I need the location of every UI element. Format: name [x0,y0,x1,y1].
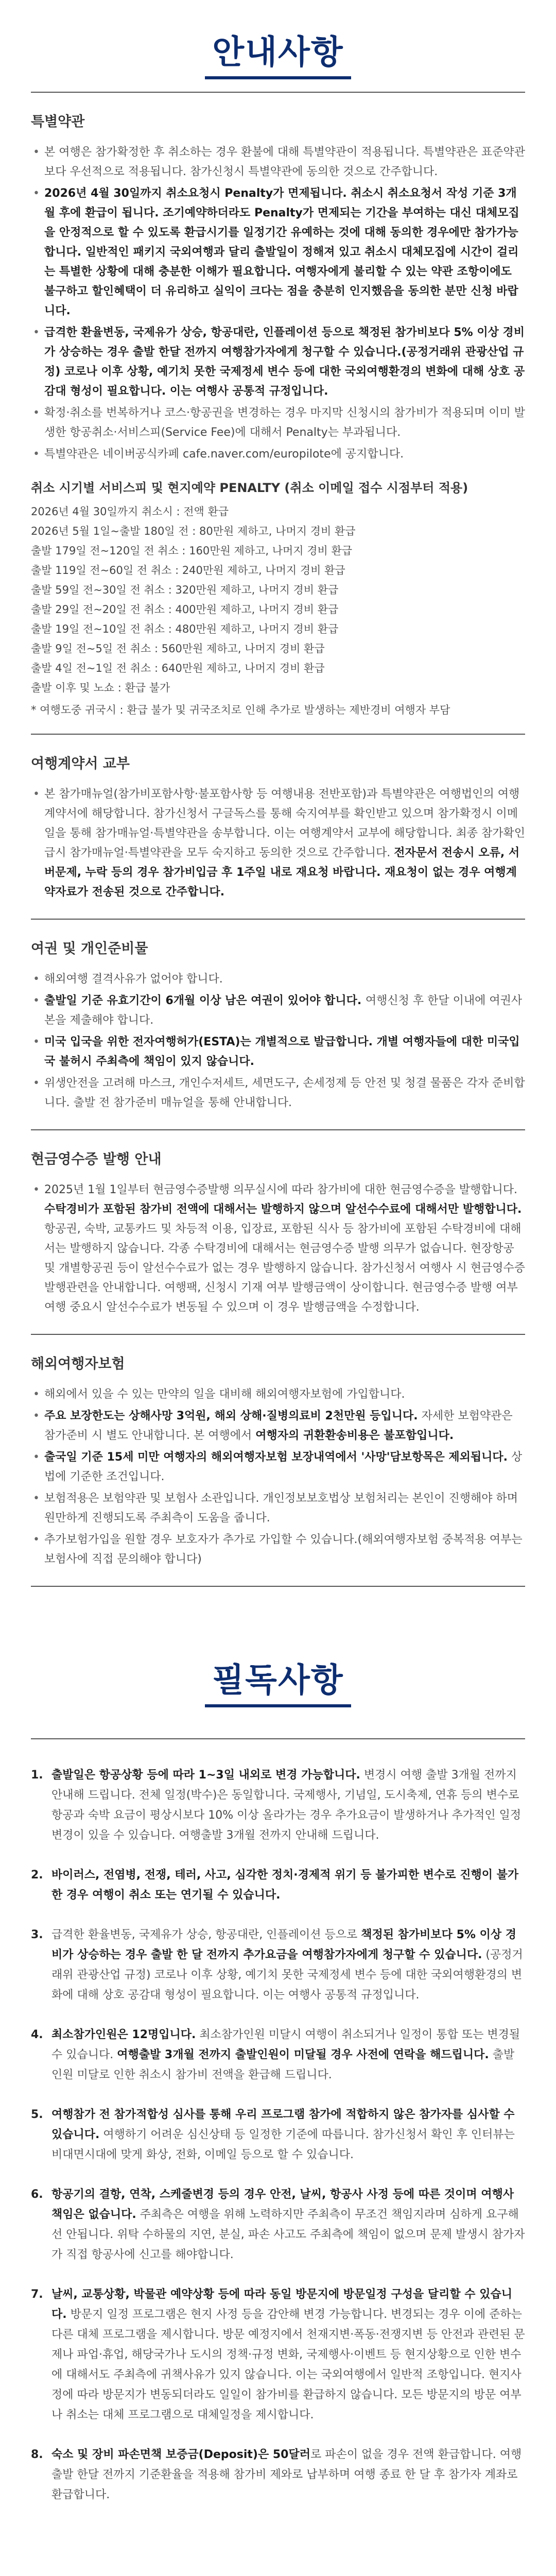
emphasis-text: 여행자의 귀환환송비용은 불포함입니다. [255,1429,454,1442]
list-item [31,991,525,1030]
emphasis-text: 책정된 참가비보다 5% 이상 경비가 상승하는 경우 출발 한 달 전까지 추가요금을 여행참가자에게 청구할 수 있습니다. [51,1928,516,1961]
notice-number: 4. [31,2028,43,2041]
cancel-row: 출발 119일 전~60일 전 취소 : 240만원 제하고, 나머지 경비 환급 [31,564,345,577]
body-text: 해외에서 있을 수 있는 만약의 일을 대비해 해외여행자보험에 가입합니다. [44,1388,405,1401]
section-special-terms [31,92,525,734]
section-contract [31,734,525,919]
body-text: 변경시 여행 출발 3개월 전까지 안내해 드립니다. 전체 일정(박수)은 동일합니다. 국제행사, 기념일, 도시축제, 연휴 등의 변수로 항공과 숙박 요금이 평상시보다 10% 이상 올라가는 경우 추가요금이 발생하거나 추가적인 일정변경이 있을 수 있습니다. 여행출발 3개월 전까지 안내해 드립니다. [51,1769,522,1842]
list-item [31,970,525,989]
section-travel-insurance [31,1334,525,1586]
cancel-row: 출발 59일 전~30일 전 취소 : 320만원 제하고, 나머지 경비 환급 [31,584,339,596]
list-item [31,184,525,321]
body-text: 위생안전을 고려해 마스크, 개인수저세트, 세면도구, 손세정제 등 안전 및 청결 물품은 각자 준비합니다. 출발 전 참가준비 매뉴얼을 통해 안내합니다. [44,1077,525,1109]
bullet-list [31,970,525,1113]
notice-text [51,1865,525,1905]
body-text: 본 여행은 참가확정한 후 취소하는 경우 환불에 대해 특별약관이 적용됩니다. 특별약관은 표준약관보다 우선적으로 적용됩니다. 참가신청시 특별약관에 동의한 것으로 간주합니다. [44,146,526,178]
cancel-rows [31,502,525,698]
notice-number: 5. [31,2108,43,2121]
emphasis-text: 미국 입국을 위한 전자여행허가(ESTA)는 개별적으로 발급합니다. 개별 여행자들에 대한 미국입국 불허시 주최측에 책임이 있지 않습니다. [44,1036,520,1068]
body-text: 본 참가매뉴얼(참가비포함사항·불포함사항 등 여행내용 전반포함)과 특별약관은 여행법인의 여행계약서에 해당합니다. 참가신청서 구글독스를 통해 숙지여부를 확인받고 있으며 참가확정시 이메일을 통해 참가매뉴얼·특별약관을 송부합니다. 이는 여행계약서 교부에 해당합니다. 최종 참가확인급시 참가매뉴얼·특별약관을 모두 숙지하고 동의한 것으로 간주합니다. [44,788,526,859]
body-text: 항공권, 숙박, 교통카드 및 차등적 이용, 입장료, 포함된 식사 등 참가비에 포함된 수탁경비에 대해서는 발행하지 않습니다. 각종 수탁경비에 대해서는 현금영수증 발행 의무가 없습니다. 현장항공 및 개별항공권 등이 알선수수료가 없는 경우 발행하지 않습니다. 참가신청서 여행사 시 현금영수증 발행관련을 안내합니다. 여행팩, 신청시 기재 여부 발행금액이 상이합니다. 현금영수증 발행 여부 여행 중요시 알선수수료가 변동될 수 있으며 이 경우 발행금액을 수정합니다. [44,1223,526,1314]
body-text: 보험적용은 보험약관 및 보험사 소관입니다. 개인정보보호법상 보험처리는 본인이 진행해야 하며 원만하게 진행되도록 주최측이 도움을 줍니다. [44,1492,518,1524]
body-text: 상법에 기준한 조건입니다. [44,1451,523,1483]
notice-item [31,2284,525,2425]
notice-text [51,2284,525,2425]
list-item [31,1074,525,1113]
emphasis-text: 2026년 4월 30일까지 취소요청시 Penalty가 면제됩니다. 취소시 취소요청서 작성 기준 3개월 후에 환급이 됩니다. 조기예약하더라도 Penalty가 면제되는 기간을 부여하는 대신 대체모집을 안정적으로 할 수 있도록 환급시기를 일정기간 유예하는 것에 대해 동의한 경우에만 참가가능합니다. 일반적인 패키지 국외여행과 달리 출발일이 정해져 있고 취소시 대체모집에 시간이 걸리는 특별한 상황에 대해 충분한 이해가 필요합니다. 여행자에게 불리할 수 있는 약관 조항이에도 불구하고 할인혜택이 더 유리하고 실익이 크다는 점을 충분히 인지했음을 동의한 분만 신청 바랍니다. [44,187,519,317]
notice-text [51,2025,525,2085]
section-title: 여권 및 개인준비물 [31,941,148,957]
cancel-row: 출발 이후 및 노쇼 : 환급 불가 [31,682,170,694]
notice-item [31,1865,525,1905]
cancel-row: 출발 19일 전~10일 전 취소 : 480만원 제하고, 나머지 경비 환급 [31,623,339,635]
notice-number: 6. [31,2188,43,2201]
list-item [31,323,525,401]
notice-text [51,2184,525,2265]
cancel-row: 출발 9일 전~5일 전 취소 : 560만원 제하고, 나머지 경비 환급 [31,642,325,655]
emphasis-text: 출발일 기준 유효기간이 6개월 이상 남은 여권이 있어야 합니다. [44,994,366,1007]
section-title: 여행계약서 교부 [31,756,130,772]
notice-number: 3. [31,1928,43,1941]
bullet-list [31,1180,525,1317]
cancel-row: 출발 4일 전~1일 전 취소 : 640만원 제하고, 나머지 경비 환급 [31,662,325,674]
emphasis-text: 주요 보장한도는 상해사망 3억원, 해외 상해·질병의료비 2천만원 등입니다. [44,1410,418,1422]
page-title: 안내사항 [205,26,351,79]
body-text: 특별약관은 네이버공식카페 cafe.naver.com/europilote에 공지합니다. [44,448,404,461]
notice-text [51,1765,525,1845]
title-wrap [0,26,556,79]
list-item [31,785,525,902]
section-title: 현금영수증 발행 안내 [31,1151,162,1167]
cancel-row: 출발 29일 전~20일 전 취소 : 400만원 제하고, 나머지 경비 환급 [31,603,339,616]
body-text: 2025년 1월 1일부터 현금영수증발행 의무실시에 따라 참가비에 대한 현금영수증을 발행합니다. [44,1183,517,1196]
emphasis-text: 날씨, 교통상황, 박물관 예약상황 등에 따라 동일 방문지에 방문일정 구성을 달리할 수 있습니다. [51,2288,512,2321]
list-item [31,1180,525,1317]
emphasis-text: 여행출발 3개월 전까지 출발인원이 미달될 경우 사전에 연락을 해드립니다. [117,2048,489,2061]
body-text: 확정·취소를 번복하거나 코스·항공권을 변경하는 경우 마지막 신청시의 참가비가 적용되며 이미 발생한 항공취소·서비스피(Service Fee)에 대해서 Penalty는 부과됩니다. [44,406,526,439]
list-item [31,1530,525,1569]
notice-item [31,2105,525,2165]
body-text: 급격한 환율변동, 국제유가 상승, 항공대란, 인플레이션 등으로 [51,1928,361,1941]
bullet-list [31,785,525,902]
emphasis-text: 출국일 기준 15세 미만 여행자의 해외여행자보험 보장내역에서 '사망'담보항목은 제외됩니다. [44,1451,508,1464]
cancel-title: 취소 시기별 서비스피 및 현지예약 PENALTY (취소 이메일 접수 시점부터 적용) [31,481,468,495]
list-item [31,1406,525,1446]
notice-text [51,2445,525,2505]
body-text: 로 파손이 없을 경우 전액 환급합니다. 여행 출발 한달 전까지 기준환율을 적용해 참가비 제와로 납부하며 여행 종료 한 달 후 참가자 계좌로 환급합니다. [51,2448,522,2501]
body-text: (공정거래위 관광산업 규정) 코로나 이후 상황, 예기치 못한 국제정세 변수 등에 대한 국외여행환경의 변화에 대해 상호 공감대 형성이 필요합니다. 이는 여행사 공통적 규정입니다. [51,1948,523,2002]
list-item [31,403,525,443]
must-read-title: 필독사항 [205,1654,351,1707]
emphasis-text: 최소참가인원은 12명입니다. [51,2028,196,2041]
body-text: 최소참가인원 미달시 여행이 취소되거나 일정이 통합 또는 변경될 수 있습니다. [51,2028,520,2061]
section-title: 특별약관 [31,114,85,130]
section-title: 해외여행자보험 [31,1356,125,1372]
notice-number: 2. [31,1869,43,1882]
cancel-row: 2026년 5월 1일~출발 180일 전 : 80만원 제하고, 나머지 경비 환급 [31,525,356,537]
emphasis-text: 수탁경비가 포함된 참가비 전액에 대해서는 발행하지 않으며 알선수수료에 대해서만 발행합니다. [44,1203,522,1216]
cancel-note: * 여행도중 귀국시 : 환급 불가 및 귀국조치로 인해 추가로 발생하는 제반경비 여행자 부담 [31,704,450,716]
notice-text [51,1925,525,2005]
list-item [31,1448,525,1487]
notice-number: 1. [31,1769,43,1782]
body-text: 출발인원 미달로 인한 취소시 참가비 전액을 환급해 드립니다. [51,2048,515,2081]
bullet-list [31,1385,525,1569]
notice-item [31,2445,525,2505]
notice-item [31,1925,525,2005]
title2-wrap [0,1654,556,1707]
divider [31,1586,525,1587]
list-item [31,445,525,464]
notice-item [31,1765,525,1845]
body-text: 여행하기 어려운 심신상태 등 일정한 기준에 따릅니다. 참가신청서 확인 후 인터뷰는 비대면시대에 맞게 화상, 전화, 이메일 등으로 할 수 있습니다. [51,2128,515,2161]
notice-item [31,2025,525,2085]
emphasis-text: 항공기의 결항, 연착, 스케줄변경 등의 경우 안전, 날씨, 항공사 사정 등에 따른 것이며 여행사 책임은 없습니다. [51,2188,514,2221]
body-text: 여행신청 후 한달 이내에 여권사본을 제출해야 합니다. [44,994,523,1027]
emphasis-text: 숙소 및 장비 파손면책 보증금(Deposit)은 50달러 [51,2448,310,2461]
body-text: 자세한 보험약관은 참가준비 시 별도 안내합니다. 본 여행에서 [44,1410,513,1442]
emphasis-text: 급격한 환율변동, 국제유가 상승, 항공대란, 인플레이션 등으로 책정된 참가비보다 5% 이상 경비가 상승하는 경우 출발 한달 전까지 여행참가자에게 청구할 수 있습니다.(공정거래위 관광산업 규정) 코로나 이후 상황, 예기치 못한 국제정세 변수 등에 대한 국외여행환경의 변화에 대해 상호 공감대 형성이 필요합니다. 이는 여행사 공통적 규정입니다. [44,326,525,398]
emphasis-text: 출발일은 항공상황 등에 따라 1~3일 내외로 변경 가능합니다. [51,1769,360,1782]
body-text: 주최측은 여행을 위해 노력하지만 주최측이 무조건 책임지라며 심하게 요구해선 안됩니다. 위탁 수하물의 지연, 분실, 파손 사고도 주최측에 책임이 없으며 문제 발생시 참가자가 직접 항공사에 신고를 해야합니다. [51,2208,525,2261]
notice-number: 8. [31,2448,43,2461]
section-receipt [31,1129,525,1334]
body-text: 추가보험가입을 원할 경우 보호자가 추가로 가입할 수 있습니다.(해외여행자보험 중복적용 여부는 보험사에 직접 문의해야 합니다) [44,1533,523,1566]
bullet-list [31,143,525,464]
emphasis-text: 바이러스, 전염병, 전쟁, 테러, 사고, 심각한 정치·경제적 위기 등 불가피한 변수로 진행이 불가한 경우 여행이 취소 또는 연기될 수 있습니다. [51,1869,519,1902]
body-text: 방문지 일정 프로그램은 현지 사정 등을 감안해 변경 가능합니다. 변경되는 경우 이에 준하는 다른 대체 프로그램을 제시합니다. 방문 예정지에서 천재지변·폭동·전쟁지변 등 안전과 관련된 문제나 파업·휴업, 해당국가나 도시의 정책·규정 변화, 국제행사·이벤트 등 현지상황으로 인한 변수에 대해서도 주최측에 귀책사유가 있지 않습니다. 이는 국외여행에서 일반적 조항입니다. 현지사정에 따라 방문지가 변동되더라도 일일이 참가비를 환급하지 않습니다. 모든 방문지의 방문 여부 나 취소는 대체 프로그램으로 대체일정을 제시합니다. [51,2308,525,2421]
list-item [31,1385,525,1404]
list-item [31,1032,525,1072]
list-item [31,143,525,182]
emphasis-text: 전자문서 전송시 오류, 서버문제, 누락 등의 경우 참가비입금 후 1주일 내로 재요청 바랍니다. 재요청이 없는 경우 여행계약자료가 전송된 것으로 간주합니다. [44,846,520,899]
cancel-row: 출발 179일 전~120일 전 취소 : 160만원 제하고, 나머지 경비 환급 [31,545,353,557]
must-read-list [31,1738,525,2505]
notice-text [51,2105,525,2165]
emphasis-text: 여행참가 전 참가적합성 심사를 통해 우리 프로그램 참가에 적합하지 않은 참가자를 심사할 수 있습니다. [51,2108,515,2141]
notice-number: 7. [31,2288,43,2301]
cancel-row: 2026년 4월 30일까지 취소시 : 전액 환급 [31,505,229,518]
list-item [31,1489,525,1528]
body-text: 해외여행 결격사유가 없어야 합니다. [44,973,223,986]
notice-item [31,2184,525,2265]
section-passport [31,919,525,1129]
